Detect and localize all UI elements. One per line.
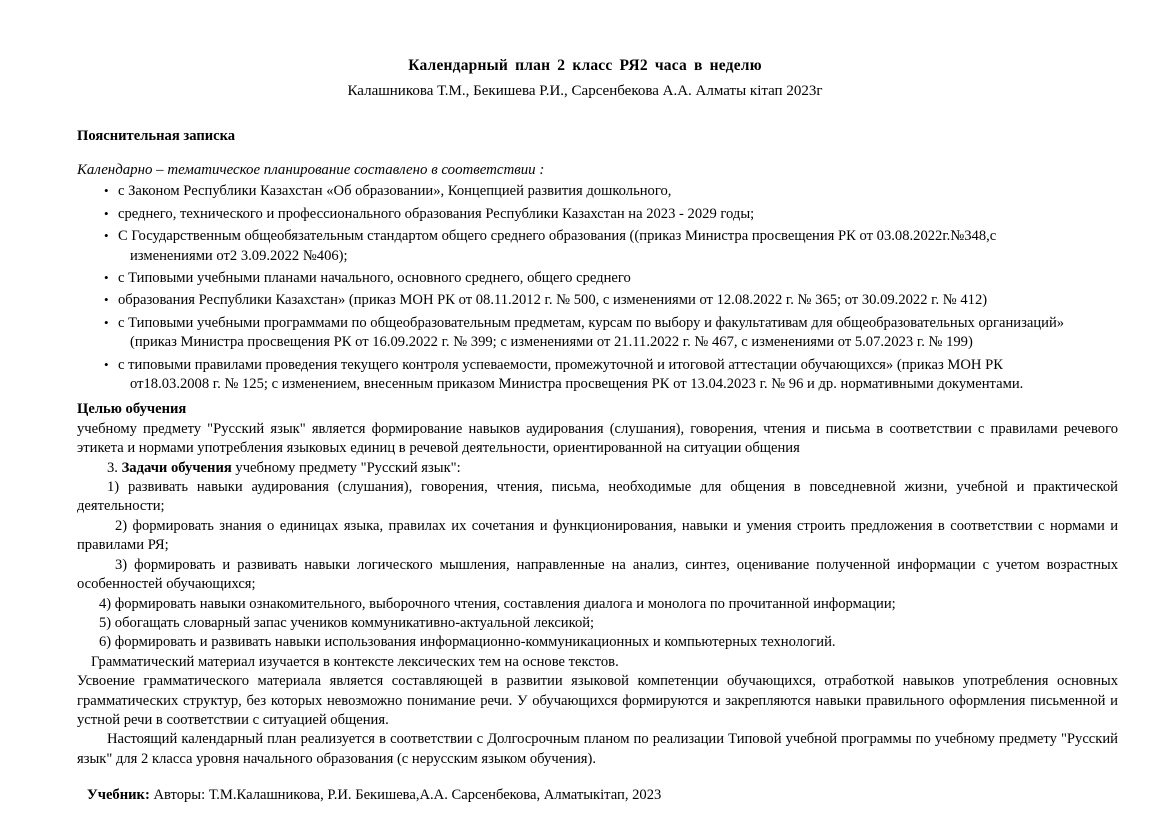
textbook-value: Авторы: Т.М.Калашникова, Р.И. Бекишева,А.А. Сарсенбекова, Алматыкітап, 2023 <box>149 787 662 804</box>
goal-body: учебному предмету "Русский язык" является формирование навыков аудирования (слушания), говорения, чтения и письма в соответствии с правилами речевого этикета и нормами употребления языковых единиц в речевой деятельности, ориентированной на ситуации общения <box>77 420 1118 457</box>
list-item <box>77 269 1118 288</box>
task-item-1: 1) развивать навыки аудирования (слушания), говорения, чтения, письма, необходимые для общения в повседневной жизни, учебной и практической деятельности; <box>77 479 1118 515</box>
list-item <box>77 291 1118 310</box>
task-item-2: 2) формировать знания о единицах языка, правилах их сочетания и функционирования, навыки и умения строить предложения в соответствии с нормами и правилами РЯ; <box>77 517 1118 554</box>
list-item <box>77 356 1118 395</box>
list-item <box>77 314 1118 353</box>
bullet-text: С Государственным общеобязательным стандартом общего среднего образования ((приказ Министра просвещения РК от 03.08.2022г.№348,с <box>118 228 997 245</box>
tasks-heading: Задачи обучения <box>121 459 232 476</box>
compliance-bullet-list <box>77 182 1118 394</box>
plan-note-paragraph: Настоящий календарный план реализуется в соответствии с Долгосрочным планом по реализации Типовой учебной программы по учебному предмету "Русский язык" для 2 класса уровня начального образования (с нерусским языком обучения). <box>77 731 1118 767</box>
tasks-number: 3. <box>107 459 118 476</box>
tasks-heading-line <box>77 459 1118 478</box>
bullet-continuation: (приказ Министра просвещения РК от 16.09.2022 г. № 399; с изменениями от 21.11.2022 г. № 467, с изменениями от 5.07.2023 г. № 199) <box>130 334 973 351</box>
task-item-5: 5) обогащать словарный запас учеников коммуникативно-актуальной лексикой; <box>99 614 595 631</box>
task-item-3: 3) формировать и развивать навыки логического мышления, направленные на анализ, синтез, оценивание полученной информации с учетом возрастных особенностей обучающихся; <box>77 556 1118 593</box>
assimilation-paragraph: Усвоение грамматического материала является составляющей в развитии языковой компетенции обучающихся, отработкой навыков употребления основных грамматических структур, без которых невозможно понимание речи. У обучающихся формируются и закрепляются навыки правильного оформления письменной и устной речи в соответствии с ситуацией общения. <box>77 673 1118 728</box>
list-item <box>77 182 1118 201</box>
textbook-line <box>87 786 1118 805</box>
goal-heading: Целью обучения <box>77 401 187 418</box>
grammar-note: Грамматический материал изучается в контексте лексических тем на основе текстов. <box>91 653 619 670</box>
title-block <box>0 0 1170 101</box>
tasks-heading-tail: учебному предмету "Русский язык": <box>231 459 461 476</box>
bullet-text: образования Республики Казахстан» (приказ МОН РК от 08.11.2012 г. № 500, с изменениями от 12.08.2022 г. № 365; от 30.09.2022 г. № 412) <box>118 292 988 309</box>
document-body <box>77 127 1118 805</box>
bullet-continuation: от18.03.2008 г. № 125; с изменением, внесенным приказом Министра просвещения РК от 13.04.2023 г. № 96 и др. нормативными документами. <box>130 376 1024 393</box>
intro-statement: Календарно – тематическое планирование составлено в соответствии : <box>77 161 545 178</box>
task-item-6: 6) формировать и развивать навыки использования информационно-коммуникационных и компьютерных технологий. <box>99 634 836 651</box>
list-item <box>77 205 1118 224</box>
task-item-4: 4) формировать навыки ознакомительного, выборочного чтения, составления диалога и монолога по прочитанной информации; <box>99 595 896 612</box>
textbook-label: Учебник: <box>87 787 150 804</box>
spacer <box>77 769 1118 786</box>
page-title: Календарный план 2 класс РЯ2 часа в неделю <box>408 57 762 74</box>
bullet-text: среднего, технического и профессионального образования Республики Казахстан на 2023 - 2029 годы; <box>118 205 755 222</box>
list-item <box>77 227 1118 266</box>
bullet-text: с Типовыми учебными программами по общеобразовательным предметам, курсам по выбору и факультативам для общеобразовательных организаций» <box>118 314 1065 331</box>
authors-line: Калашникова Т.М., Бекишева Р.И., Сарсенбекова А.А. Алматы кітап 2023г <box>347 82 823 99</box>
bullet-text: с типовыми правилами проведения текущего контроля успеваемости, промежуточной и итоговой аттестации обучающихся» (приказ МОН РК <box>118 356 1003 373</box>
bullet-text: с Законом Республики Казахстан «Об образовании», Концепцией развития дошкольного, <box>118 183 672 200</box>
section-heading-explanatory: Пояснительная записка <box>77 128 236 145</box>
bullet-text: с Типовыми учебными планами начального, основного среднего, общего среднего <box>118 270 631 287</box>
bullet-continuation: изменениями от2 3.09.2022 №406); <box>130 247 348 264</box>
